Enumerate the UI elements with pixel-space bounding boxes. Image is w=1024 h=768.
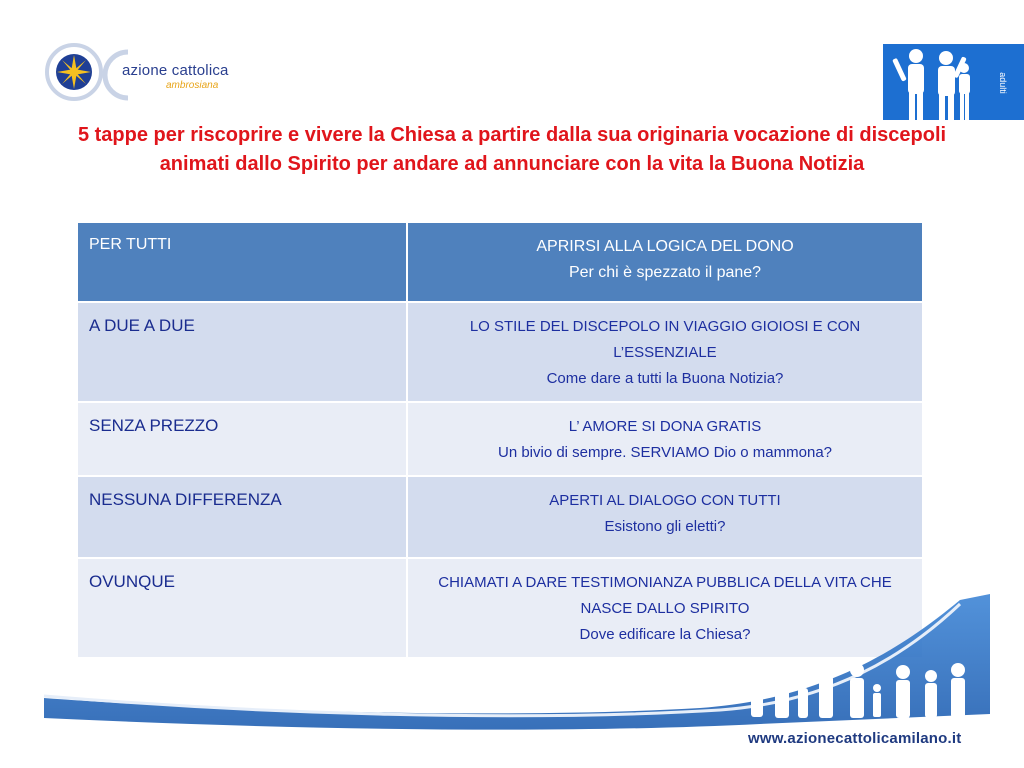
row-question: Dove edificare la Chiesa? bbox=[579, 626, 751, 643]
row-title: NESSUNA DIFFERENZA bbox=[89, 490, 282, 509]
row-question: Come dare a tutti la Buona Notizia? bbox=[546, 370, 784, 387]
row-theme: L’ AMORE SI DONA GRATIS bbox=[568, 418, 762, 435]
row-question: Esistono gli eletti? bbox=[604, 518, 726, 535]
header-title: APRIRSI ALLA LOGICA DEL DONO bbox=[536, 238, 794, 255]
row-title: OVUNQUE bbox=[89, 572, 175, 591]
adulti-badge bbox=[883, 44, 1024, 120]
badge-label: adulti bbox=[998, 72, 1009, 94]
row-question: Un bivio di sempre. SERVIAMO Dio o mammona? bbox=[497, 444, 832, 461]
table-row bbox=[77, 476, 923, 558]
row-description bbox=[409, 404, 921, 474]
table-row bbox=[77, 402, 923, 476]
row-description bbox=[409, 304, 921, 400]
row-description bbox=[409, 478, 921, 548]
header-left-cell: PER TUTTI bbox=[89, 236, 172, 253]
row-theme: CHIAMATI A DARE TESTIMONIANZA PUBBLICA DELLA VITA CHE NASCE DALLO SPIRITO bbox=[438, 574, 892, 617]
table-row bbox=[77, 302, 923, 402]
header-right-cell bbox=[409, 224, 921, 294]
header-question: Per chi è spezzato il pane? bbox=[568, 264, 762, 281]
logo-name: azione cattolica bbox=[122, 62, 229, 79]
table-header-row bbox=[77, 222, 923, 302]
website-url[interactable]: www.azionecattolicamilano.it bbox=[748, 730, 962, 747]
logo bbox=[40, 40, 240, 110]
logo-subtitle: ambrosiana bbox=[166, 80, 219, 91]
headline: 5 tappe per riscoprire e vivere la Chiesa a partire dalla sua originaria vocazione di discepoli animati dallo Spirito per andare ad annunciare con la vita la Buona Notizia bbox=[77, 124, 947, 175]
row-theme: LO STILE DEL DISCEPOLO IN VIAGGIO GIOIOSI E CON L’ESSENZIALE bbox=[469, 318, 861, 361]
row-title: A DUE A DUE bbox=[89, 316, 195, 335]
row-title: SENZA PREZZO bbox=[89, 416, 219, 435]
row-theme: APERTI AL DIALOGO CON TUTTI bbox=[549, 492, 781, 509]
ac-logo-mark bbox=[40, 40, 130, 110]
